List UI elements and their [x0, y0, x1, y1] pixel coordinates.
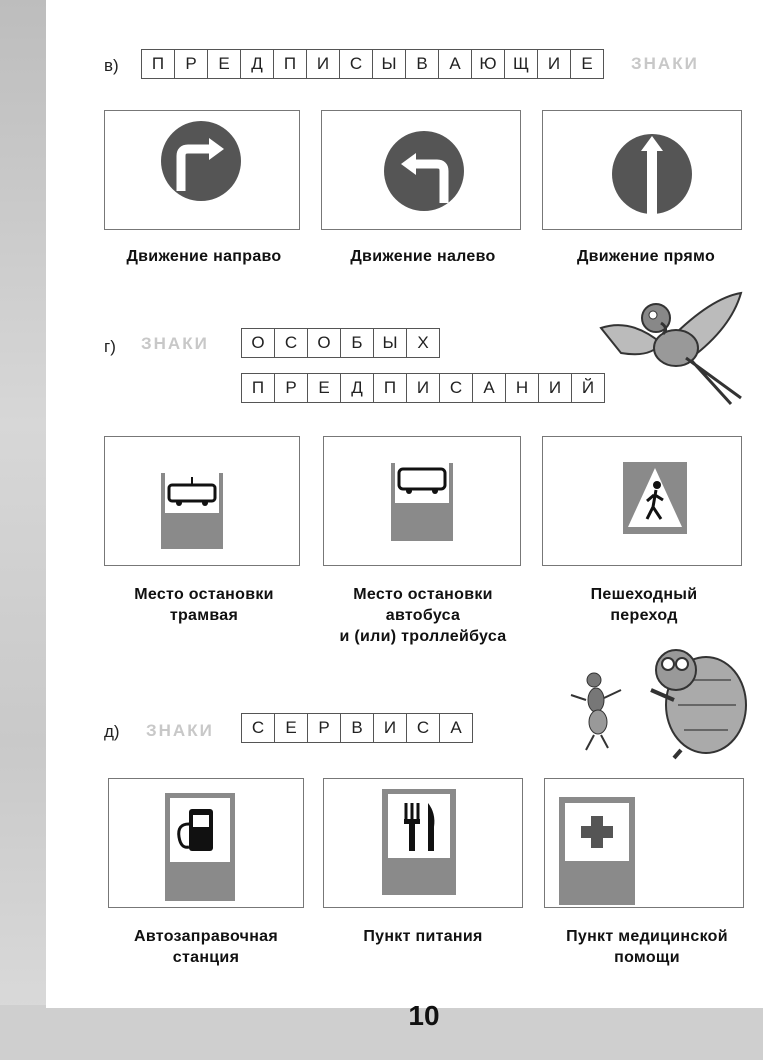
znaki-label-v: ЗНАКИ [631, 54, 699, 73]
letter-cell: П [374, 374, 407, 402]
caption-pedestrian: Пешеходный переход [590, 586, 698, 624]
letter-cell: Ы [374, 329, 407, 357]
pedestrian-crossing-sign-icon [543, 437, 743, 567]
page-number: 10 [408, 1000, 440, 1031]
letter-cell: П [274, 50, 307, 78]
bus-stop-sign-icon [324, 437, 522, 567]
letter-cell: Н [506, 374, 539, 402]
letter-cell: И [407, 374, 440, 402]
letter-cell: И [374, 714, 407, 742]
caption-tram-stop: Место остановки трамвая [134, 586, 274, 624]
letter-cell: А [439, 50, 472, 78]
caption-bus-stop: Место остановки автобуса и (или) троллейбуса [339, 586, 507, 645]
section-letter-g: г) [104, 337, 116, 356]
sign-box-turn-right [104, 110, 300, 230]
caption-medical-aid: Пункт медицинской помощи [566, 928, 728, 966]
sign-box-tram-stop [104, 436, 300, 566]
sign-box-straight [542, 110, 742, 230]
letter-cell: Р [175, 50, 208, 78]
answer-cells-servisa [241, 713, 473, 743]
letter-cell: А [473, 374, 506, 402]
letter-cell: А [440, 714, 473, 742]
caption-gas-station: Автозаправочная станция [133, 928, 279, 966]
food-point-sign-icon [324, 779, 524, 909]
letter-cell: В [341, 714, 374, 742]
letter-cell: И [307, 50, 340, 78]
letter-cell: О [308, 329, 341, 357]
section-letter-d: д) [104, 722, 120, 741]
workbook-page [46, 0, 763, 1008]
sign-box-medical-aid [544, 778, 744, 908]
letter-cell: Д [341, 374, 374, 402]
letter-cell: Й [572, 374, 605, 402]
letter-cell: И [538, 50, 571, 78]
answer-cells-predpisyvayushchie [141, 49, 604, 79]
znaki-label-g: ЗНАКИ [141, 334, 209, 353]
turtle-and-ant-icon [556, 640, 756, 765]
answer-cells-predpisaniy [241, 373, 605, 403]
letter-cell: О [242, 329, 275, 357]
sign-box-turn-left [321, 110, 521, 230]
caption-food-point: Пункт питания [363, 928, 483, 945]
letter-cell: С [340, 50, 373, 78]
letter-cell: С [242, 714, 275, 742]
letter-cell: Щ [505, 50, 538, 78]
letter-cell: Д [241, 50, 274, 78]
letter-cell: Е [275, 714, 308, 742]
letter-cell: С [275, 329, 308, 357]
letter-cell: С [407, 714, 440, 742]
caption-turn-right: Движение направо [126, 248, 282, 265]
sign-box-food-point [323, 778, 523, 908]
section-letter-v: в) [104, 56, 119, 75]
letter-cell: И [539, 374, 572, 402]
letter-cell: С [440, 374, 473, 402]
caption-turn-left: Движение налево [350, 248, 496, 265]
answer-cells-osobyh [241, 328, 440, 358]
znaki-label-d: ЗНАКИ [146, 721, 214, 740]
sign-box-gas-station [108, 778, 304, 908]
letter-cell: Е [571, 50, 604, 78]
sign-box-bus-stop [323, 436, 521, 566]
letter-cell: Б [341, 329, 374, 357]
tram-stop-sign-icon [105, 437, 301, 567]
letter-cell: Ы [373, 50, 406, 78]
medical-aid-sign-icon [545, 779, 745, 909]
footer-band [0, 1005, 763, 1060]
gas-station-sign-icon [109, 779, 305, 909]
letter-cell: Ю [472, 50, 505, 78]
letter-cell: Р [308, 714, 341, 742]
turn-right-sign-icon [105, 111, 301, 231]
letter-cell: Х [407, 329, 440, 357]
letter-cell: Е [208, 50, 241, 78]
sign-box-pedestrian [542, 436, 742, 566]
letter-cell: П [242, 374, 275, 402]
straight-ahead-sign-icon [543, 111, 743, 231]
letter-cell: П [142, 50, 175, 78]
letter-cell: Е [308, 374, 341, 402]
page-binding-strip [0, 0, 48, 1060]
caption-straight: Движение прямо [576, 248, 716, 265]
parrot-icon [591, 288, 751, 408]
letter-cell: Р [275, 374, 308, 402]
turn-left-sign-icon [322, 111, 522, 231]
letter-cell: В [406, 50, 439, 78]
